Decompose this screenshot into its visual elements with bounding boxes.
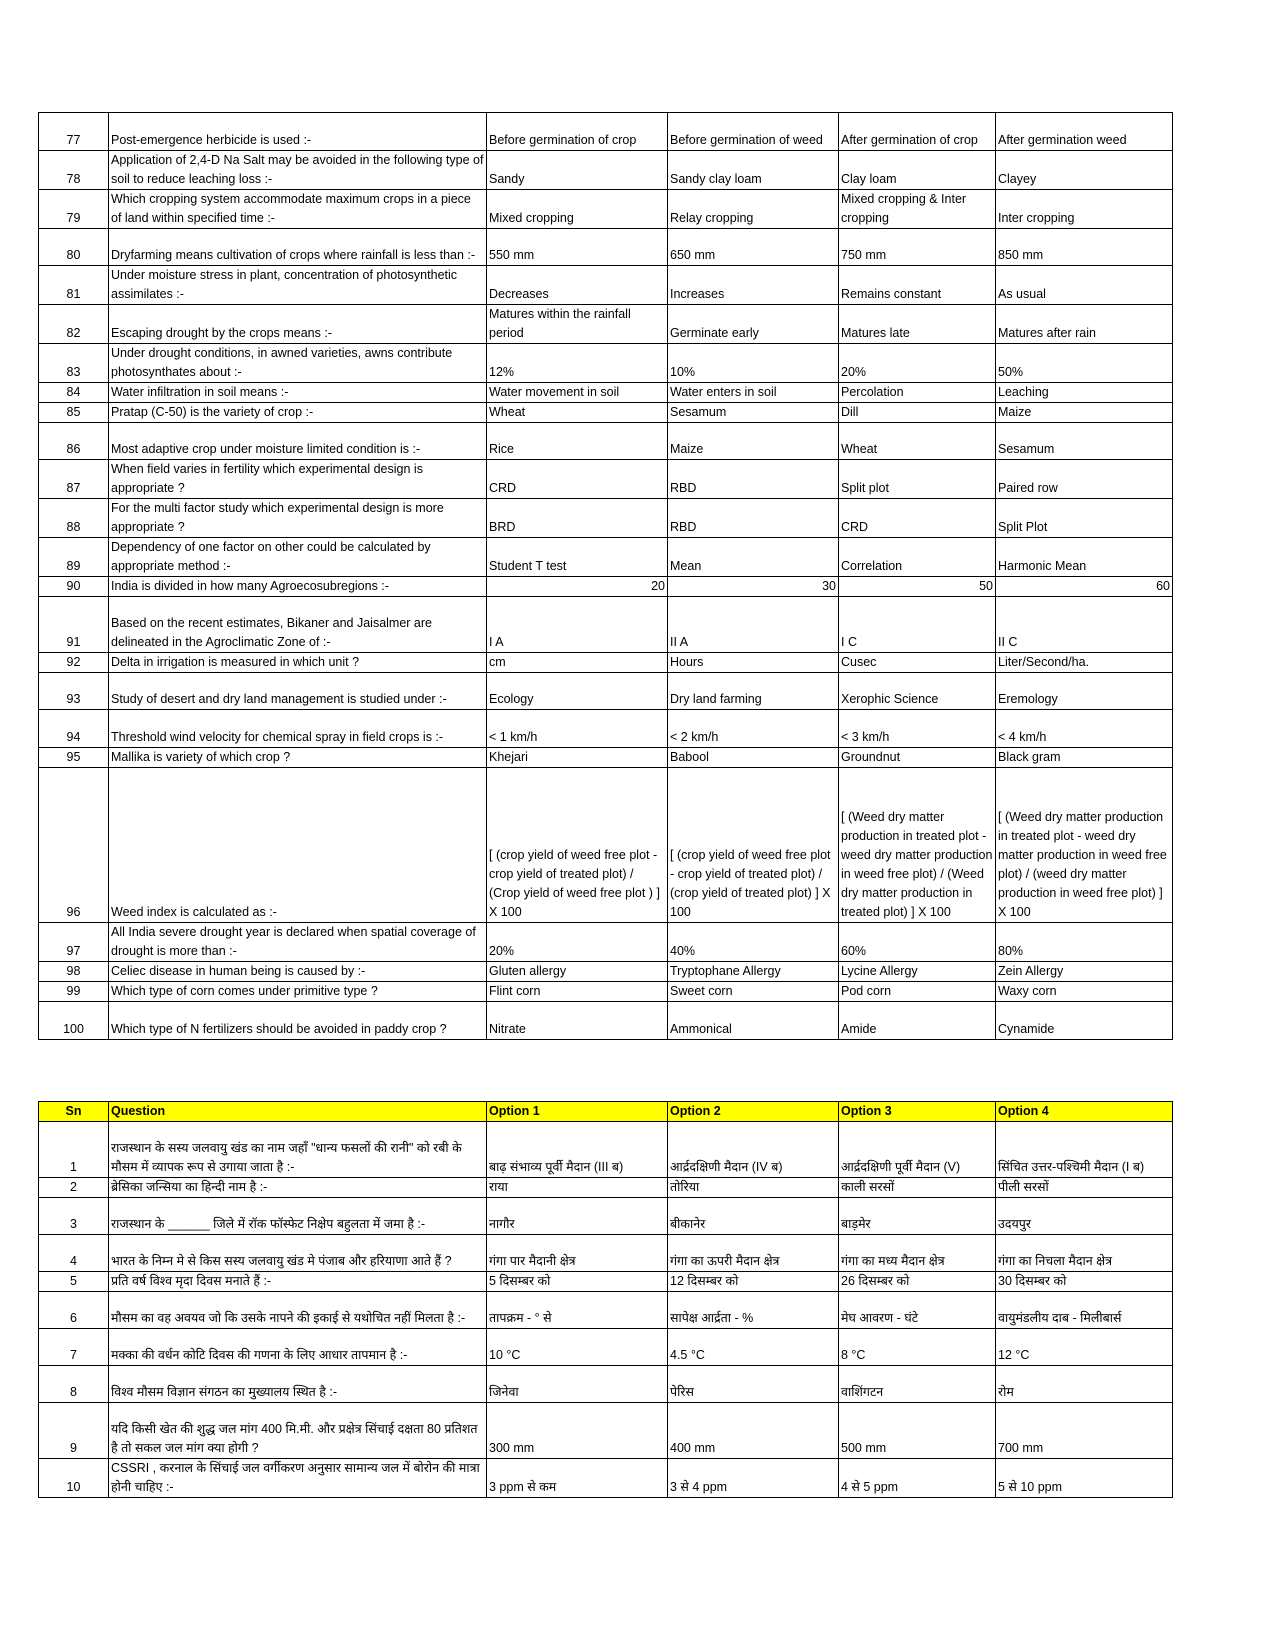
option-3: Matures late [839,305,996,344]
option-4: सिंचित उत्तर-पश्चिमी मैदान (I ब) [996,1122,1173,1178]
question-number: 95 [39,748,109,768]
option-4: Matures after rain [996,305,1173,344]
option-3: Percolation [839,383,996,403]
option-1: जिनेवा [487,1366,668,1403]
option-1: गंगा पार मैदानी क्षेत्र [487,1235,668,1272]
table-row [39,344,1173,383]
option-3: 4 से 5 ppm [839,1459,996,1498]
option-3: Correlation [839,538,996,577]
table-row [39,190,1173,229]
question-text: मौसम का वह अवयव जो कि उसके नापने की इकाई से यथोचित नहीं मिलता है :- [109,1292,487,1329]
table-row [39,113,1173,151]
question-number: 100 [39,1002,109,1040]
option-1: 5 दिसम्बर को [487,1272,668,1292]
option-1: Before germination of crop [487,113,668,151]
option-4: उदयपुर [996,1198,1173,1235]
question-number: 5 [39,1272,109,1292]
option-1: Wheat [487,403,668,423]
table-row [39,1002,1173,1040]
option-2: 10% [668,344,839,383]
option-1: Khejari [487,748,668,768]
question-text: Post-emergence herbicide is used :- [109,113,487,151]
option-3: Cusec [839,653,996,673]
question-number: 85 [39,403,109,423]
option-3: काली सरसों [839,1178,996,1198]
option-1: Rice [487,423,668,460]
option-2: [ (crop yield of weed free plot - crop yield of treated plot) / (crop yield of treated plot) ] X 100 [668,768,839,923]
option-4: Zein Allergy [996,962,1173,982]
option-4: After germination weed [996,113,1173,151]
table-row [39,229,1173,266]
option-1: Sandy [487,151,668,190]
mcq-table-hindi [38,1101,1173,1498]
option-1: 300 mm [487,1403,668,1459]
option-2: तोरिया [668,1178,839,1198]
option-4: रोम [996,1366,1173,1403]
question-text: Threshold wind velocity for chemical spray in field crops is :- [109,710,487,748]
question-number: 80 [39,229,109,266]
option-3: Remains constant [839,266,996,305]
option-2: 4.5 °C [668,1329,839,1366]
table-row [39,962,1173,982]
question-number: 81 [39,266,109,305]
question-text: For the multi factor study which experimental design is more appropriate ? [109,499,487,538]
option-1: cm [487,653,668,673]
table-row [39,499,1173,538]
option-2: Water enters in soil [668,383,839,403]
option-4: Eremology [996,673,1173,710]
question-text: Under drought conditions, in awned varieties, awns contribute photosynthates about :- [109,344,487,383]
question-number: 1 [39,1122,109,1178]
question-number: 96 [39,768,109,923]
question-number: 99 [39,982,109,1002]
option-3: Wheat [839,423,996,460]
question-text: प्रति वर्ष विश्व मृदा दिवस मनाते हैं :- [109,1272,487,1292]
option-3: [ (Weed dry matter production in treated plot - weed dry matter production in weed free plot) / (Weed dry matter production in treated plot) ] X 100 [839,768,996,923]
question-text: Based on the recent estimates, Bikaner and Jaisalmer are delineated in the Agroclimatic Zone of :- [109,597,487,653]
question-number: 7 [39,1329,109,1366]
option-2: गंगा का ऊपरी मैदान क्षेत्र [668,1235,839,1272]
option-2: Maize [668,423,839,460]
question-text: Weed index is calculated as :- [109,768,487,923]
option-2: पेरिस [668,1366,839,1403]
table-row [39,577,1173,597]
question-text: Under moisture stress in plant, concentration of photosynthetic assimilates :- [109,266,487,305]
header-option-2: Option 2 [668,1102,839,1122]
table-row [39,768,1173,923]
option-2: 400 mm [668,1403,839,1459]
question-number: 8 [39,1366,109,1403]
option-2: Babool [668,748,839,768]
option-1: Decreases [487,266,668,305]
question-text: Mallika is variety of which crop ? [109,748,487,768]
table-row [39,1366,1173,1403]
header-option-3: Option 3 [839,1102,996,1122]
option-2: < 2 km/h [668,710,839,748]
option-1: BRD [487,499,668,538]
option-1: Gluten allergy [487,962,668,982]
option-2: आर्द्रदक्षिणी मैदान (IV ब) [668,1122,839,1178]
header-sn: Sn [39,1102,109,1122]
question-number: 91 [39,597,109,653]
option-4: [ (Weed dry matter production in treated plot - weed dry matter production in weed free plot) / (weed dry matter production in weed free plot) ] X 100 [996,768,1173,923]
table-header-row [39,1102,1173,1122]
option-1: [ (crop yield of weed free plot - crop yield of treated plot) / (Crop yield of weed free plot ) ] X 100 [487,768,668,923]
option-4: वायुमंडलीय दाब - मिलीबार्स [996,1292,1173,1329]
option-4: Black gram [996,748,1173,768]
question-number: 79 [39,190,109,229]
question-text: Study of desert and dry land management is studied under :- [109,673,487,710]
option-2: Sweet corn [668,982,839,1002]
option-2: Germinate early [668,305,839,344]
option-3: वाशिंगटन [839,1366,996,1403]
question-text: Celiec disease in human being is caused by :- [109,962,487,982]
question-text: Escaping drought by the crops means :- [109,305,487,344]
option-1: 12% [487,344,668,383]
option-3: 26 दिसम्बर को [839,1272,996,1292]
option-1: राया [487,1178,668,1198]
option-3: 50 [839,577,996,597]
option-2: Sesamum [668,403,839,423]
option-4: Maize [996,403,1173,423]
option-1: 20 [487,577,668,597]
question-number: 87 [39,460,109,499]
option-4: गंगा का निचला मैदान क्षेत्र [996,1235,1173,1272]
option-4: 700 mm [996,1403,1173,1459]
option-1: 20% [487,923,668,962]
question-number: 10 [39,1459,109,1498]
option-3: Groundnut [839,748,996,768]
option-4: Leaching [996,383,1173,403]
question-text: Water infiltration in soil means :- [109,383,487,403]
question-text: भारत के निम्न मे से किस सस्य जलवायु खंड मे पंजाब और हरियाणा आते हैं ? [109,1235,487,1272]
table-row [39,673,1173,710]
question-number: 3 [39,1198,109,1235]
option-1: Flint corn [487,982,668,1002]
question-text: ब्रेसिका जन्सिया का हिन्दी नाम है :- [109,1178,487,1198]
option-1: Mixed cropping [487,190,668,229]
option-1: 10 °C [487,1329,668,1366]
question-text: Delta in irrigation is measured in which unit ? [109,653,487,673]
option-2: 3 से 4 ppm [668,1459,839,1498]
option-2: 40% [668,923,839,962]
option-3: 750 mm [839,229,996,266]
option-3: After germination of crop [839,113,996,151]
option-4: 850 mm [996,229,1173,266]
question-number: 4 [39,1235,109,1272]
table-row [39,151,1173,190]
table-row [39,1292,1173,1329]
question-text: Which type of N fertilizers should be avoided in paddy crop ? [109,1002,487,1040]
table-row [39,1403,1173,1459]
option-3: 8 °C [839,1329,996,1366]
header-question: Question [109,1102,487,1122]
question-text: Which cropping system accommodate maximum crops in a piece of land within specified time :- [109,190,487,229]
question-text: Dryfarming means cultivation of crops where rainfall is less than :- [109,229,487,266]
question-number: 94 [39,710,109,748]
option-4: < 4 km/h [996,710,1173,748]
option-4: 30 दिसम्बर को [996,1272,1173,1292]
question-text: CSSRI , करनाल के सिंचाई जल वर्गीकरण अनुसार सामान्य जल में बोरोन की मात्रा होनी चाहिए :- [109,1459,487,1498]
option-2: Dry land farming [668,673,839,710]
option-2: Ammonical [668,1002,839,1040]
option-4: Paired row [996,460,1173,499]
mcq-table-english [38,112,1173,1040]
option-2: RBD [668,499,839,538]
question-number: 97 [39,923,109,962]
table-row [39,653,1173,673]
option-4: 5 से 10 ppm [996,1459,1173,1498]
option-2: Before germination of weed [668,113,839,151]
option-4: Harmonic Mean [996,538,1173,577]
option-3: 20% [839,344,996,383]
question-text: Pratap (C-50) is the variety of crop :- [109,403,487,423]
table-row [39,982,1173,1002]
option-3: CRD [839,499,996,538]
option-3: आर्द्रदक्षिणी पूर्वी मैदान (V) [839,1122,996,1178]
question-text: मक्का की वर्धन कोटि दिवस की गणना के लिए आधार तापमान है :- [109,1329,487,1366]
option-3: Clay loam [839,151,996,190]
table-row [39,710,1173,748]
option-2: बीकानेर [668,1198,839,1235]
option-4: II C [996,597,1173,653]
option-3: 60% [839,923,996,962]
option-2: Sandy clay loam [668,151,839,190]
option-3: गंगा का मध्य मैदान क्षेत्र [839,1235,996,1272]
table-row [39,305,1173,344]
option-2: Tryptophane Allergy [668,962,839,982]
option-1: Matures within the rainfall period [487,305,668,344]
option-3: Split plot [839,460,996,499]
option-3: I C [839,597,996,653]
question-text: Which type of corn comes under primitive type ? [109,982,487,1002]
option-3: Xerophic Science [839,673,996,710]
option-1: तापक्रम - ° से [487,1292,668,1329]
question-number: 83 [39,344,109,383]
table-row [39,383,1173,403]
option-1: 550 mm [487,229,668,266]
question-number: 84 [39,383,109,403]
option-1: Nitrate [487,1002,668,1040]
option-4: Waxy corn [996,982,1173,1002]
table-row [39,923,1173,962]
option-2: Mean [668,538,839,577]
option-4: Liter/Second/ha. [996,653,1173,673]
question-number: 9 [39,1403,109,1459]
option-4: 50% [996,344,1173,383]
table-row [39,1329,1173,1366]
option-1: Water movement in soil [487,383,668,403]
option-4: Clayey [996,151,1173,190]
question-text: India is divided in how many Agroecosubregions :- [109,577,487,597]
option-2: 30 [668,577,839,597]
question-text: राजस्थान के ______ जिले में रॉक फॉस्फेट निक्षेप बहुलता में जमा है :- [109,1198,487,1235]
question-number: 89 [39,538,109,577]
option-4: पीली सरसों [996,1178,1173,1198]
option-2: सापेक्ष आर्द्रता - % [668,1292,839,1329]
table-row [39,1122,1173,1178]
option-4: Cynamide [996,1002,1173,1040]
question-number: 98 [39,962,109,982]
question-text: Most adaptive crop under moisture limited condition is :- [109,423,487,460]
question-text: राजस्थान के सस्य जलवायु खंड का नाम जहाँ "धान्य फसलों की रानी" को रबी के मौसम में व्यापक रूप से उगाया जाता है :- [109,1122,487,1178]
question-number: 6 [39,1292,109,1329]
option-3: बाड़मेर [839,1198,996,1235]
table-row [39,597,1173,653]
option-2: Increases [668,266,839,305]
question-text: All India severe drought year is declared when spatial coverage of drought is more than :- [109,923,487,962]
option-4: Sesamum [996,423,1173,460]
option-3: Pod corn [839,982,996,1002]
option-1: 3 ppm से कम [487,1459,668,1498]
option-2: 12 दिसम्बर को [668,1272,839,1292]
table-row [39,1235,1173,1272]
question-number: 93 [39,673,109,710]
question-text: When field varies in fertility which experimental design is appropriate ? [109,460,487,499]
option-3: Lycine Allergy [839,962,996,982]
option-3: Amide [839,1002,996,1040]
option-3: Dill [839,403,996,423]
question-text: विश्व मौसम विज्ञान संगठन का मुख्यालय स्थित है :- [109,1366,487,1403]
option-4: Split Plot [996,499,1173,538]
table-row [39,1272,1173,1292]
table-row [39,460,1173,499]
table-row [39,1459,1173,1498]
table-row [39,1178,1173,1198]
question-text: यदि किसी खेत की शुद्ध जल मांग 400 मि.मी. और प्रक्षेत्र सिंचाई दक्षता 80 प्रतिशत है तो सकल जल मांग क्या होगी ? [109,1403,487,1459]
option-1: < 1 km/h [487,710,668,748]
question-text: Application of 2,4-D Na Salt may be avoided in the following type of soil to reduce leaching loss :- [109,151,487,190]
question-number: 78 [39,151,109,190]
option-1: I A [487,597,668,653]
header-option-1: Option 1 [487,1102,668,1122]
option-1: बाढ़ संभाव्य पूर्वी मैदान (III ब) [487,1122,668,1178]
question-number: 2 [39,1178,109,1198]
option-3: 500 mm [839,1403,996,1459]
question-number: 82 [39,305,109,344]
option-2: RBD [668,460,839,499]
option-1: CRD [487,460,668,499]
question-number: 90 [39,577,109,597]
question-text: Dependency of one factor on other could be calculated by appropriate method :- [109,538,487,577]
option-2: 650 mm [668,229,839,266]
option-4: 12 °C [996,1329,1173,1366]
option-3: मेघ आवरण - घंटे [839,1292,996,1329]
table-row [39,266,1173,305]
option-4: Inter cropping [996,190,1173,229]
option-3: Mixed cropping & Inter cropping [839,190,996,229]
option-4: 80% [996,923,1173,962]
option-2: Relay cropping [668,190,839,229]
table-row [39,538,1173,577]
option-4: 60 [996,577,1173,597]
table-row [39,1198,1173,1235]
question-number: 88 [39,499,109,538]
option-3: < 3 km/h [839,710,996,748]
option-1: नागौर [487,1198,668,1235]
question-number: 86 [39,423,109,460]
option-2: II A [668,597,839,653]
table-row [39,423,1173,460]
option-4: As usual [996,266,1173,305]
table-row [39,403,1173,423]
table-row [39,748,1173,768]
question-number: 77 [39,113,109,151]
header-option-4: Option 4 [996,1102,1173,1122]
question-number: 92 [39,653,109,673]
option-1: Student T test [487,538,668,577]
option-2: Hours [668,653,839,673]
option-1: Ecology [487,673,668,710]
